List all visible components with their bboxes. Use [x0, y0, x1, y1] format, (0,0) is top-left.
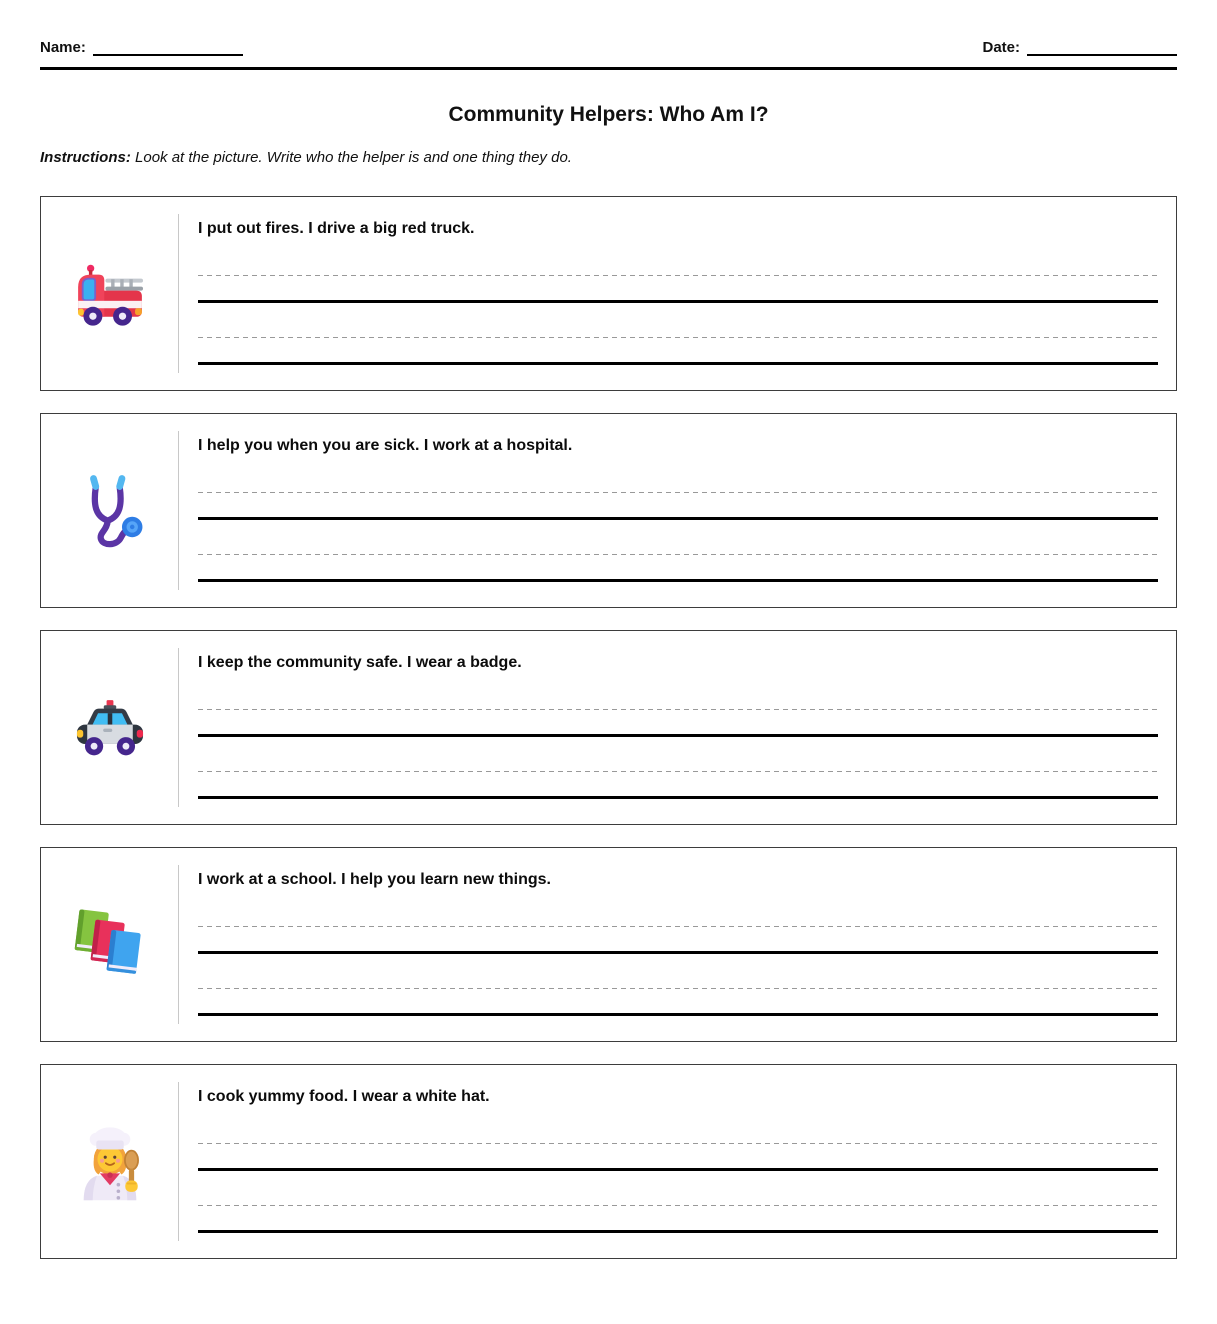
- date-blank-line: [1027, 41, 1177, 56]
- header-rule: [40, 67, 1177, 70]
- chef-icon: [41, 1065, 178, 1258]
- writing-line-dashed: [198, 709, 1158, 710]
- date-field: [982, 39, 1177, 56]
- writing-line-solid: [198, 1230, 1158, 1233]
- helper-prompt: I help you when you are sick. I work at a hospital.: [198, 437, 573, 454]
- helper-card-doctor: [40, 413, 1177, 608]
- helper-prompt: I work at a school. I help you learn new things.: [198, 871, 551, 888]
- name-field: [40, 39, 243, 56]
- page-title: Community Helpers: Who Am I?: [448, 103, 769, 126]
- writing-line-solid: [198, 579, 1158, 582]
- writing-line-solid: [198, 300, 1158, 303]
- writing-line-dashed: [198, 1205, 1158, 1206]
- helper-card-police: [40, 630, 1177, 825]
- helper-cards: [40, 196, 1177, 1259]
- name-label: Name:: [40, 39, 86, 56]
- writing-line-dashed: [198, 1143, 1158, 1144]
- writing-line-dashed: [198, 337, 1158, 338]
- helper-prompt: I keep the community safe. I wear a badge.: [198, 654, 522, 671]
- writing-line-solid: [198, 362, 1158, 365]
- helper-prompt: I cook yummy food. I wear a white hat.: [198, 1088, 490, 1105]
- card-content: [179, 1065, 1176, 1258]
- writing-line-solid: [198, 1168, 1158, 1171]
- writing-line-dashed: [198, 771, 1158, 772]
- header-row: [40, 38, 1177, 56]
- writing-line-solid: [198, 734, 1158, 737]
- fire-truck-icon: [41, 197, 178, 390]
- card-content: [179, 848, 1176, 1041]
- writing-line-dashed: [198, 275, 1158, 276]
- card-content: [179, 197, 1176, 390]
- writing-line-solid: [198, 796, 1158, 799]
- helper-card-cook: [40, 1064, 1177, 1259]
- writing-line-dashed: [198, 554, 1158, 555]
- writing-line-solid: [198, 951, 1158, 954]
- helper-card-firefighter: [40, 196, 1177, 391]
- writing-line-solid: [198, 1013, 1158, 1016]
- card-content: [179, 631, 1176, 824]
- stethoscope-icon: [41, 414, 178, 607]
- books-icon: [41, 848, 178, 1041]
- writing-line-dashed: [198, 492, 1158, 493]
- instructions-text: Look at the picture. Write who the helper is and one thing they do.: [135, 149, 572, 166]
- card-content: [179, 414, 1176, 607]
- police-car-icon: [41, 631, 178, 824]
- helper-prompt: I put out fires. I drive a big red truck.: [198, 220, 475, 237]
- writing-line-dashed: [198, 988, 1158, 989]
- instructions: [40, 149, 1177, 166]
- writing-line-solid: [198, 517, 1158, 520]
- name-blank-line: [93, 41, 243, 56]
- instructions-label: Instructions:: [40, 149, 131, 166]
- helper-card-teacher: [40, 847, 1177, 1042]
- date-label: Date:: [982, 39, 1020, 56]
- writing-line-dashed: [198, 926, 1158, 927]
